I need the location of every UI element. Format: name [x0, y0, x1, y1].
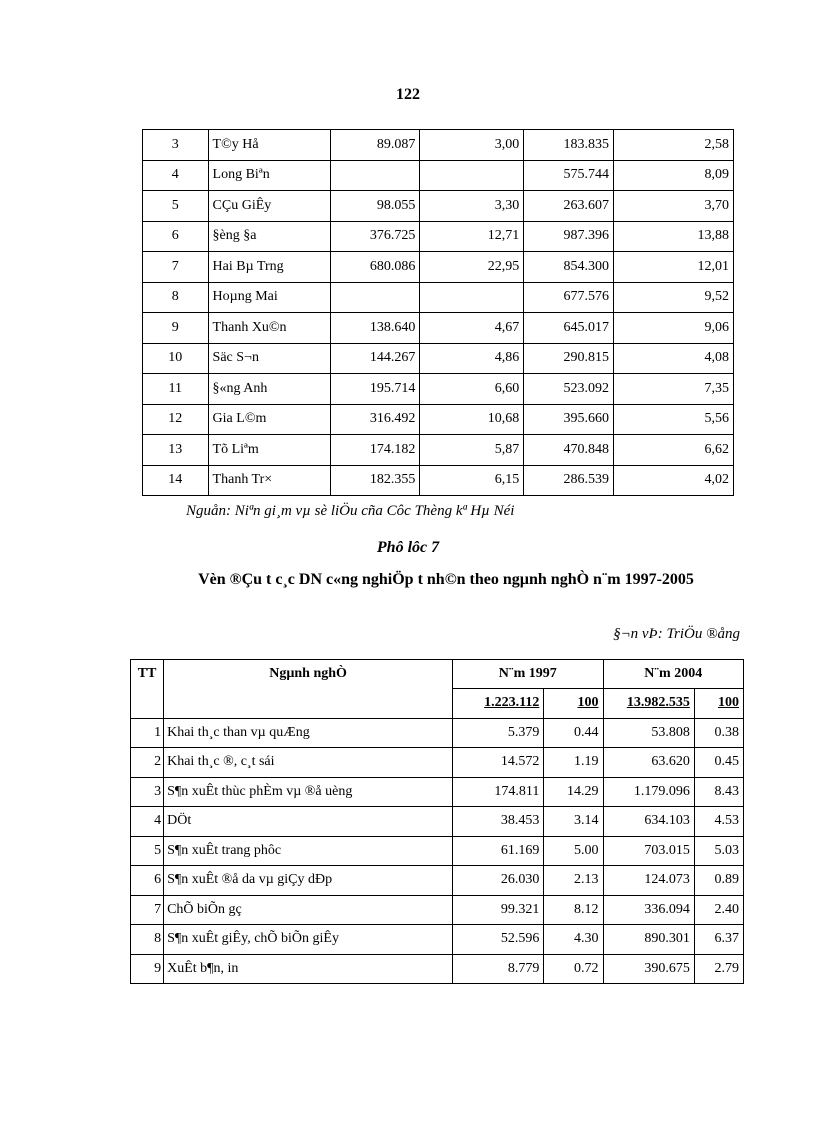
- table-row: [131, 925, 744, 955]
- district-name: Säc S¬n: [208, 343, 330, 374]
- total-1997-pct: 100: [544, 689, 603, 719]
- value-2004: 390.675: [603, 954, 694, 984]
- value-2004: 703.015: [603, 836, 694, 866]
- row-number: 11: [143, 374, 209, 405]
- value-b: 290.815: [524, 343, 614, 374]
- value-b: 263.607: [524, 191, 614, 222]
- value-a: [330, 160, 420, 191]
- percent-1997: 8.12: [544, 895, 603, 925]
- table-row: [143, 160, 734, 191]
- percent-1997: 1.19: [544, 748, 603, 778]
- value-2004: 63.620: [603, 748, 694, 778]
- percent-a: 3,00: [420, 130, 524, 161]
- industry-name: ChÕ biÕn gç: [164, 895, 453, 925]
- row-number: 5: [131, 836, 164, 866]
- industry-name: S¶n xuÊt trang phôc: [164, 836, 453, 866]
- percent-a: [420, 160, 524, 191]
- percent-1997: 5.00: [544, 836, 603, 866]
- value-b: 395.660: [524, 404, 614, 435]
- row-number: 7: [143, 252, 209, 283]
- table-row: [131, 718, 744, 748]
- value-1997: 174.811: [453, 777, 544, 807]
- value-1997: 8.779: [453, 954, 544, 984]
- value-b: 854.300: [524, 252, 614, 283]
- percent-b: 3,70: [613, 191, 733, 222]
- table-row: [131, 748, 744, 778]
- percent-a: 4,86: [420, 343, 524, 374]
- row-number: 4: [143, 160, 209, 191]
- industry-name: XuÊt b¶n, in: [164, 954, 453, 984]
- value-a: 138.640: [330, 313, 420, 344]
- percent-b: 7,35: [613, 374, 733, 405]
- row-number: 13: [143, 435, 209, 466]
- value-b: 286.539: [524, 465, 614, 496]
- table-row: [143, 465, 734, 496]
- industry-investment-table: [130, 659, 744, 984]
- value-a: 376.725: [330, 221, 420, 252]
- percent-2004: 4.53: [694, 807, 743, 837]
- table-row: [143, 191, 734, 222]
- header-year-2004: N¨m 2004: [603, 660, 743, 689]
- table-row: [131, 777, 744, 807]
- percent-b: 12,01: [613, 252, 733, 283]
- district-name: T©y Hå: [208, 130, 330, 161]
- value-a: 98.055: [330, 191, 420, 222]
- row-number: 1: [131, 718, 164, 748]
- value-2004: 634.103: [603, 807, 694, 837]
- percent-1997: 0.44: [544, 718, 603, 748]
- value-b: 575.744: [524, 160, 614, 191]
- value-b: 470.848: [524, 435, 614, 466]
- table-row: [143, 374, 734, 405]
- value-1997: 99.321: [453, 895, 544, 925]
- table-row: [143, 313, 734, 344]
- total-2004: 13.982.535: [603, 689, 694, 719]
- district-table: [142, 129, 734, 496]
- row-number: 4: [131, 807, 164, 837]
- value-b: 677.576: [524, 282, 614, 313]
- percent-a: 10,68: [420, 404, 524, 435]
- percent-2004: 2.79: [694, 954, 743, 984]
- value-1997: 61.169: [453, 836, 544, 866]
- percent-1997: 0.72: [544, 954, 603, 984]
- industry-name: S¶n xuÊt thùc phÈm vµ ®å uèng: [164, 777, 453, 807]
- value-b: 183.835: [524, 130, 614, 161]
- percent-1997: 14.29: [544, 777, 603, 807]
- district-name: §èng §a: [208, 221, 330, 252]
- value-a: 316.492: [330, 404, 420, 435]
- value-1997: 14.572: [453, 748, 544, 778]
- percent-b: 2,58: [613, 130, 733, 161]
- percent-1997: 3.14: [544, 807, 603, 837]
- row-number: 14: [143, 465, 209, 496]
- table-row: [131, 836, 744, 866]
- row-number: 10: [143, 343, 209, 374]
- value-b: 645.017: [524, 313, 614, 344]
- total-1997: 1.223.112: [453, 689, 544, 719]
- value-a: 144.267: [330, 343, 420, 374]
- percent-a: 6,60: [420, 374, 524, 405]
- row-number: 3: [131, 777, 164, 807]
- industry-name: Khai th¸c than vµ quÆng: [164, 718, 453, 748]
- percent-1997: 4.30: [544, 925, 603, 955]
- percent-a: 6,15: [420, 465, 524, 496]
- district-name: Hoµng Mai: [208, 282, 330, 313]
- value-a: 174.182: [330, 435, 420, 466]
- district-name: CÇu GiÊy: [208, 191, 330, 222]
- appendix-title: Phô lôc 7: [376, 539, 440, 556]
- percent-2004: 0.89: [694, 866, 743, 896]
- district-name: Gia L©m: [208, 404, 330, 435]
- percent-2004: 2.40: [694, 895, 743, 925]
- value-1997: 52.596: [453, 925, 544, 955]
- percent-2004: 0.38: [694, 718, 743, 748]
- percent-2004: 0.45: [694, 748, 743, 778]
- value-2004: 53.808: [603, 718, 694, 748]
- row-number: 9: [131, 954, 164, 984]
- row-number: 9: [143, 313, 209, 344]
- value-1997: 38.453: [453, 807, 544, 837]
- header-tt: TT: [131, 660, 164, 719]
- percent-b: 5,56: [613, 404, 733, 435]
- value-a: 680.086: [330, 252, 420, 283]
- percent-2004: 5.03: [694, 836, 743, 866]
- percent-a: 22,95: [420, 252, 524, 283]
- district-name: Tõ Liªm: [208, 435, 330, 466]
- industry-name: Khai th¸c ®, c¸t sái: [164, 748, 453, 778]
- row-number: 6: [131, 866, 164, 896]
- table-title: Vèn ®Çu t c¸c DN c«ng nghiÖp t nh©n theo ngµnh nghÒ n¨m 1997-2005: [198, 571, 694, 588]
- row-number: 2: [131, 748, 164, 778]
- industry-name: S¶n xuÊt giÊy, chÕ biÕn giÊy: [164, 925, 453, 955]
- district-name: Thanh Tr×: [208, 465, 330, 496]
- value-a: 195.714: [330, 374, 420, 405]
- table-row: [143, 343, 734, 374]
- unit-note: §¬n vÞ: TriÖu ®ång: [613, 626, 740, 642]
- percent-b: 9,52: [613, 282, 733, 313]
- table-row: [143, 252, 734, 283]
- table-row: [143, 282, 734, 313]
- header-industry: Ngµnh nghÒ: [164, 660, 453, 719]
- row-number: 8: [131, 925, 164, 955]
- table-row: [143, 435, 734, 466]
- row-number: 7: [131, 895, 164, 925]
- header-year-1997: N¨m 1997: [453, 660, 603, 689]
- header-row: [131, 660, 744, 689]
- percent-b: 4,02: [613, 465, 733, 496]
- row-number: 3: [143, 130, 209, 161]
- district-name: Hai Bµ Trng: [208, 252, 330, 283]
- value-2004: 890.301: [603, 925, 694, 955]
- district-name: Thanh Xu©n: [208, 313, 330, 344]
- percent-a: [420, 282, 524, 313]
- value-1997: 26.030: [453, 866, 544, 896]
- value-a: 89.087: [330, 130, 420, 161]
- value-2004: 336.094: [603, 895, 694, 925]
- percent-b: 6,62: [613, 435, 733, 466]
- table-row: [131, 954, 744, 984]
- value-a: 182.355: [330, 465, 420, 496]
- value-a: [330, 282, 420, 313]
- district-name: Long Biªn: [208, 160, 330, 191]
- percent-b: 13,88: [613, 221, 733, 252]
- industry-name: DÖt: [164, 807, 453, 837]
- value-2004: 1.179.096: [603, 777, 694, 807]
- page-number: 122: [396, 86, 420, 103]
- value-b: 523.092: [524, 374, 614, 405]
- percent-1997: 2.13: [544, 866, 603, 896]
- percent-a: 3,30: [420, 191, 524, 222]
- row-number: 5: [143, 191, 209, 222]
- percent-2004: 6.37: [694, 925, 743, 955]
- percent-2004: 8.43: [694, 777, 743, 807]
- industry-name: S¶n xuÊt ®å da vµ giÇy dÐp: [164, 866, 453, 896]
- value-b: 987.396: [524, 221, 614, 252]
- percent-b: 9,06: [613, 313, 733, 344]
- table-row: [131, 895, 744, 925]
- row-number: 8: [143, 282, 209, 313]
- row-number: 12: [143, 404, 209, 435]
- percent-a: 5,87: [420, 435, 524, 466]
- percent-a: 12,71: [420, 221, 524, 252]
- source-note: Nguån: Niªn gi¸m vµ sè liÖu cña Côc Thèng kª Hµ Néi: [186, 503, 515, 519]
- district-name: §«ng Anh: [208, 374, 330, 405]
- table-row: [143, 221, 734, 252]
- table-row: [143, 404, 734, 435]
- total-2004-pct: 100: [694, 689, 743, 719]
- percent-b: 4,08: [613, 343, 733, 374]
- percent-a: 4,67: [420, 313, 524, 344]
- table-row: [143, 130, 734, 161]
- value-1997: 5.379: [453, 718, 544, 748]
- row-number: 6: [143, 221, 209, 252]
- table-row: [131, 807, 744, 837]
- table-row: [131, 866, 744, 896]
- percent-b: 8,09: [613, 160, 733, 191]
- value-2004: 124.073: [603, 866, 694, 896]
